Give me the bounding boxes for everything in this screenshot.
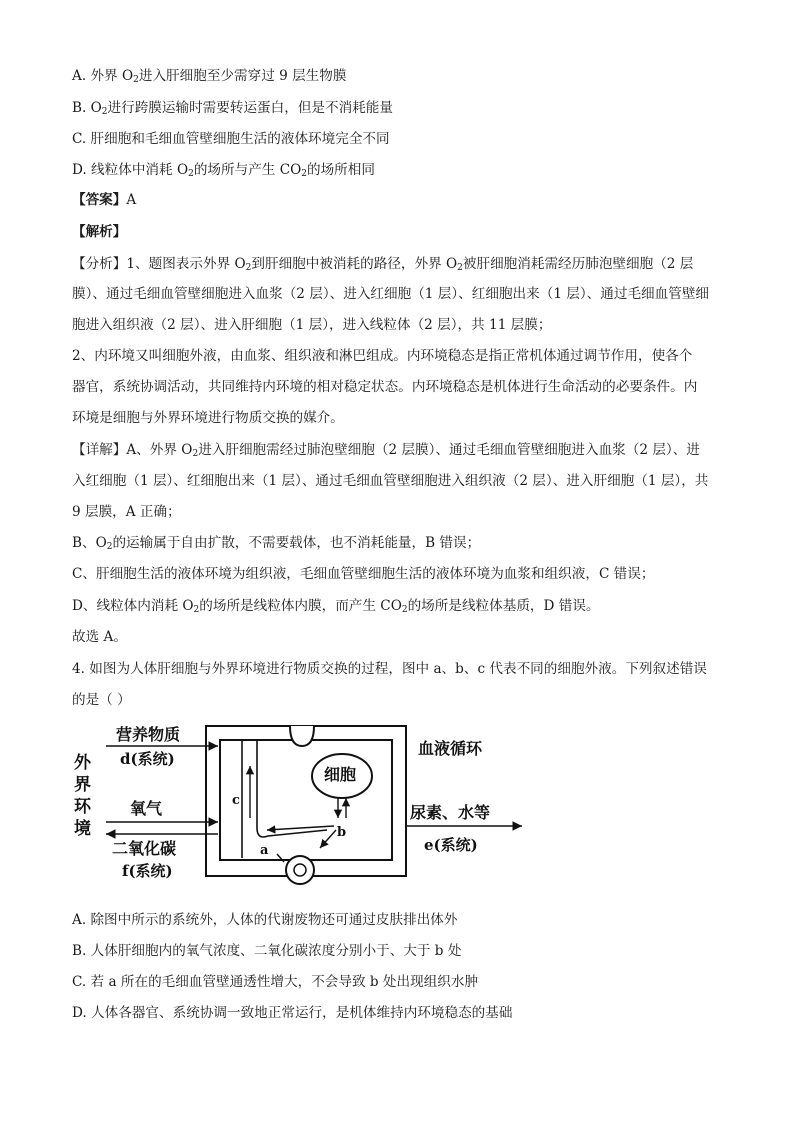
question-4-stem: 的是（ ）: [72, 692, 131, 708]
outside-label: 界: [74, 775, 91, 795]
analysis-line: 器官，系统协调活动，共同维持内环境的相对稳定状态。内环境稳态是机体进行生命活动的必要条件。内: [72, 379, 698, 395]
urea-label: 尿素、水等: [410, 803, 491, 822]
inner-box: [220, 740, 392, 860]
detail-line: 故选 A。: [72, 629, 127, 645]
detail-line: D、线粒体内消耗 $O_2$的场所是线粒体内膜，而产生 $CO_2$的场所是线粒体基质，D 错误。: [72, 598, 600, 615]
oxygen-label: 氧气: [130, 799, 163, 818]
outside-label: 环: [74, 797, 91, 817]
detail-line: 入红细胞（1 层）、红细胞出来（1 层）、通过毛细血管壁细胞进入组织液（2 层）、进入肝细胞（1 层），共: [72, 473, 709, 489]
q4-option-c: C. 若 a 所在的毛细血管壁通透性增大，不会导致 b 处出现组织水肿: [72, 974, 479, 990]
option-b: B. $O_2$进行跨膜运输时需要转运蛋白，但是不消耗能量: [72, 100, 393, 117]
d-system-label: d(系统): [120, 750, 175, 768]
option-a: A. 外界 $O_2$进入肝细胞至少需穿过 9 层生物膜: [72, 68, 347, 85]
nutrient-label: 营养物质: [116, 725, 181, 744]
co2-label: 二氧化碳: [112, 839, 177, 858]
detail-line: B、$O_2$的运输属于自由扩散，不需要载体，也不消耗能量，B 错误；: [72, 535, 481, 552]
f-system-label: f(系统): [122, 862, 173, 880]
analysis-label: 【解析】: [72, 224, 127, 240]
notch: [290, 726, 314, 746]
analysis-line: 2、内环境又叫细胞外液，由血浆、组织液和淋巴组成。内环境稳态是指正常机体通过调节作用，使各个: [72, 348, 693, 364]
answer-line: 【答案】A: [72, 192, 137, 208]
analysis-line: 环境是细胞与外界环境进行物质交换的媒介。: [72, 410, 344, 426]
outside-label: 境: [74, 819, 91, 839]
outside-label: 外: [74, 753, 91, 773]
q4-option-d: D. 人体各器官、系统协调一致地正常运行，是机体维持内环境稳态的基础: [72, 1005, 513, 1021]
detail-line: 9 层膜，A 正确；: [72, 504, 181, 520]
q4-option-b: B. 人体肝细胞内的氧气浓度、二氧化碳浓度分别小于、大于 b 处: [72, 943, 462, 959]
e-system-label: e(系统): [424, 836, 478, 854]
analysis-line: 胞进入组织液（2 层）、进入肝细胞（1 层），进入线粒体（2 层），共 11 层膜；: [72, 317, 552, 333]
label-c: c: [232, 793, 240, 808]
analysis-line: 膜）、通过毛细血管壁细胞进入血浆（2 层）、进入红细胞（1 层）、红细胞出来（1 层）、通过毛细血管壁细: [72, 286, 710, 302]
label-b: b: [337, 825, 347, 840]
analysis-line: 【分析】1、题图表示外界 $O_2$到肝细胞中被消耗的路径，外界 $O_2$被肝细胞消耗需经历肺泡壁细胞（2 层: [72, 256, 694, 273]
blood-circulation-label: 血液循环: [418, 739, 483, 758]
option-c: C. 肝细胞和毛细血管壁细胞生活的液体环境完全不同: [72, 131, 390, 147]
option-d: D. 线粒体中消耗 $O_2$的场所与产生 $CO_2$的场所相同: [72, 162, 375, 179]
exchange-diagram: [72, 718, 532, 896]
detail-line: 【详解】A、外界 $O_2$进入肝细胞需经过肺泡壁细胞（2 层膜）、通过毛细血管壁细胞进入血浆（2 层）、进: [72, 442, 700, 459]
q4-option-a: A. 除图中所示的系统外，人体的代谢废物还可通过皮肤排出体外: [72, 912, 458, 928]
label-a: a: [260, 843, 269, 858]
detail-line: C、肝细胞生活的液体环境为组织液，毛细血管壁细胞生活的液体环境为血浆和组织液，C 错误；: [72, 566, 655, 582]
cell-label: 细胞: [324, 765, 357, 784]
question-4-stem: 4. 如图为人体肝细胞与外界环境进行物质交换的过程，图中 a、b、c 代表不同的细胞外液。下列叙述错误: [72, 661, 707, 677]
